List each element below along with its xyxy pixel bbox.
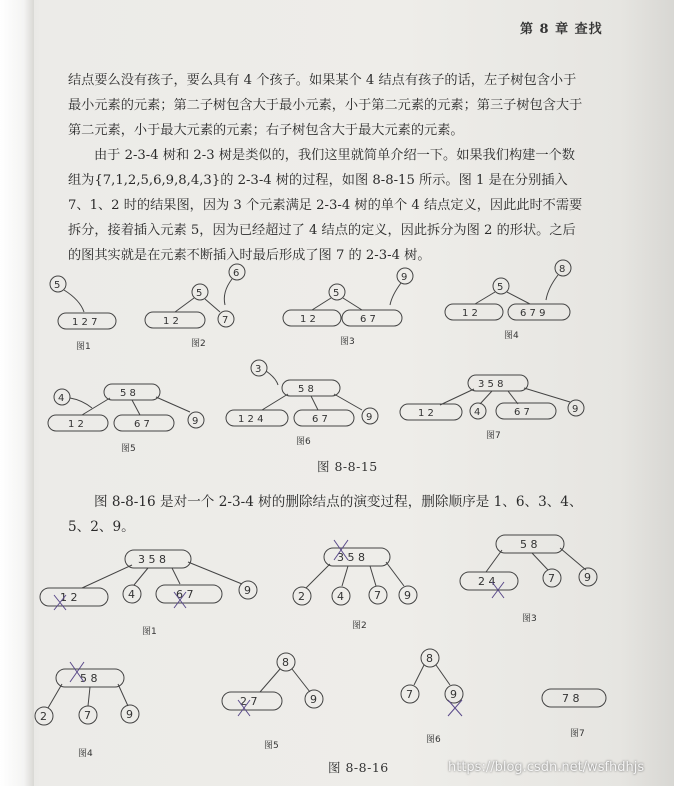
paragraph-1: 结点要么没有孩子，要么具有 4 个孩子。如果某个 4 结点有孩子的话，左子树包含小于最小元素的元素；第二子树包含大于最小元素，小于第二元素的元素；第三子树包含大于第二元素，小于最大元素的元素；右子树包含大于最大元素的元素。: [68, 73, 583, 138]
watermark: https://blog.csdn.net/wsfhdhjs: [448, 760, 645, 775]
node-label: 7 8: [562, 692, 580, 705]
node-label: 3 5 8: [337, 551, 365, 564]
tree-edge: [260, 669, 280, 692]
node-label: 4: [128, 588, 135, 601]
node-label: 7: [548, 572, 555, 585]
tree-edge: [370, 566, 376, 586]
node-label: 1 2 4: [238, 414, 264, 425]
node-label: 1 2: [163, 316, 179, 327]
chapter-header: 第 8 章 查找: [520, 22, 603, 37]
node-label: 9: [401, 272, 408, 283]
tree-edge: [342, 566, 348, 586]
node-label: 4: [474, 407, 481, 418]
node-label: 8: [559, 264, 566, 275]
tree-edge: [134, 568, 148, 585]
node-label: 5 8: [80, 672, 98, 685]
node-label: 图1: [142, 627, 157, 637]
node-label: 图4: [78, 749, 93, 759]
tree-edge: [88, 687, 90, 706]
node-label: 9: [572, 404, 579, 415]
node-label: 图2: [352, 621, 367, 631]
node-label: 9: [584, 571, 591, 584]
node-label: 6 7: [134, 419, 150, 430]
tree-edge: [82, 565, 132, 588]
node-label: 1 2: [418, 408, 434, 419]
node-label: 1 2: [68, 419, 84, 430]
node-label: 6 7: [514, 407, 530, 418]
node-label: 8: [426, 652, 433, 665]
tree-edge: [560, 548, 586, 570]
paragraph-2: 由于 2-3-4 树和 2-3 树是类似的，我们这里就简单介绍一下。如果我们构建一个数组为{7,1,2,5,6,9,8,4,3}的 2-3-4 树的过程，如图 8-8-15 所示。图 1 是在分别插入 7、1、2 时的结果图，因为 3 个元素满足 2-3-4 树的单个 4 结点定义，因此此时不需要拆分，接着插入元素 5，因为已经超过了 4 结点的定义，因此拆分为图 2 的形状。之后的图其实就是在元素不断插入时最后形成了图 7 的 2-3-4 树。: [68, 148, 583, 263]
node-label: 图2: [191, 339, 206, 349]
node-label: 6 7: [312, 414, 328, 425]
node-label: 2 4: [478, 575, 496, 588]
tree-edge: [292, 669, 310, 692]
node-label: 图7: [486, 431, 501, 441]
node-label: 7: [374, 589, 381, 602]
node-label: 8: [282, 656, 289, 669]
node-label: 9: [126, 708, 133, 721]
node-label: 4: [58, 393, 65, 404]
node-label: 2 7: [240, 695, 258, 708]
tree-edge: [306, 564, 330, 588]
node-label: 5: [497, 282, 504, 293]
node-label: 9: [310, 693, 317, 706]
node-label: 9: [450, 688, 457, 701]
node-label: 2: [40, 710, 47, 723]
node-label: 图7: [570, 729, 585, 739]
figure-title-1: 图 8-8-15: [317, 459, 378, 474]
node-label: 3 5 8: [138, 553, 166, 566]
subfigure-label: 图1: [76, 342, 91, 352]
node-label: 9: [404, 589, 411, 602]
node-label: 图5: [121, 444, 136, 454]
node-label: 5: [54, 280, 61, 291]
node-label: 图6: [426, 735, 441, 745]
node-label: 7: [222, 315, 229, 326]
node-label: 1 2: [300, 314, 316, 325]
node-label: 6 7: [176, 588, 194, 601]
tree-edge: [386, 562, 404, 586]
tree-edge: [414, 665, 424, 685]
node-label: 图4: [504, 331, 519, 341]
tree-edge: [436, 665, 450, 685]
tree-edge: [118, 684, 128, 706]
node-label: 7: [84, 709, 91, 722]
tree-edge: [188, 562, 242, 584]
node-label: 7: [406, 688, 413, 701]
node-label: 1 2: [60, 591, 78, 604]
paragraph-3: 图 8-8-16 是对一个 2-3-4 树的删除结点的演变过程，删除顺序是 1、6、3、4、5、2、9。: [68, 494, 583, 535]
node-label: 图3: [522, 614, 537, 624]
node-label: 5: [196, 288, 203, 299]
node-label: 1 2 7: [72, 317, 98, 328]
node-label: 3 5 8: [478, 379, 504, 390]
node-label: 3: [255, 364, 262, 375]
tree-edge: [532, 553, 548, 570]
node-label: 9: [366, 412, 373, 423]
node-label: 2: [298, 590, 305, 603]
tree-edge: [172, 568, 180, 584]
figure-title-2: 图 8-8-16: [328, 760, 389, 775]
node-label: 6: [233, 268, 240, 279]
tree-edge: [48, 684, 62, 708]
node-label: 5 8: [120, 388, 136, 399]
tree-edge: [486, 550, 502, 572]
node-label: 图5: [264, 741, 279, 751]
node-label: 图3: [340, 337, 355, 347]
node-label: 6 7 9: [520, 308, 546, 319]
node-label: 6 7: [360, 314, 376, 325]
deleted-mark-icon: [448, 700, 462, 716]
node-label: 9: [244, 584, 251, 597]
node-label: 5: [333, 288, 340, 299]
node-label: 4: [337, 590, 344, 603]
node-label: 9: [192, 416, 199, 427]
node-label: 1 2: [462, 308, 478, 319]
node-label: 5 8: [298, 384, 314, 395]
node-label: 图6: [296, 437, 311, 447]
node-label: 5 8: [520, 538, 538, 551]
